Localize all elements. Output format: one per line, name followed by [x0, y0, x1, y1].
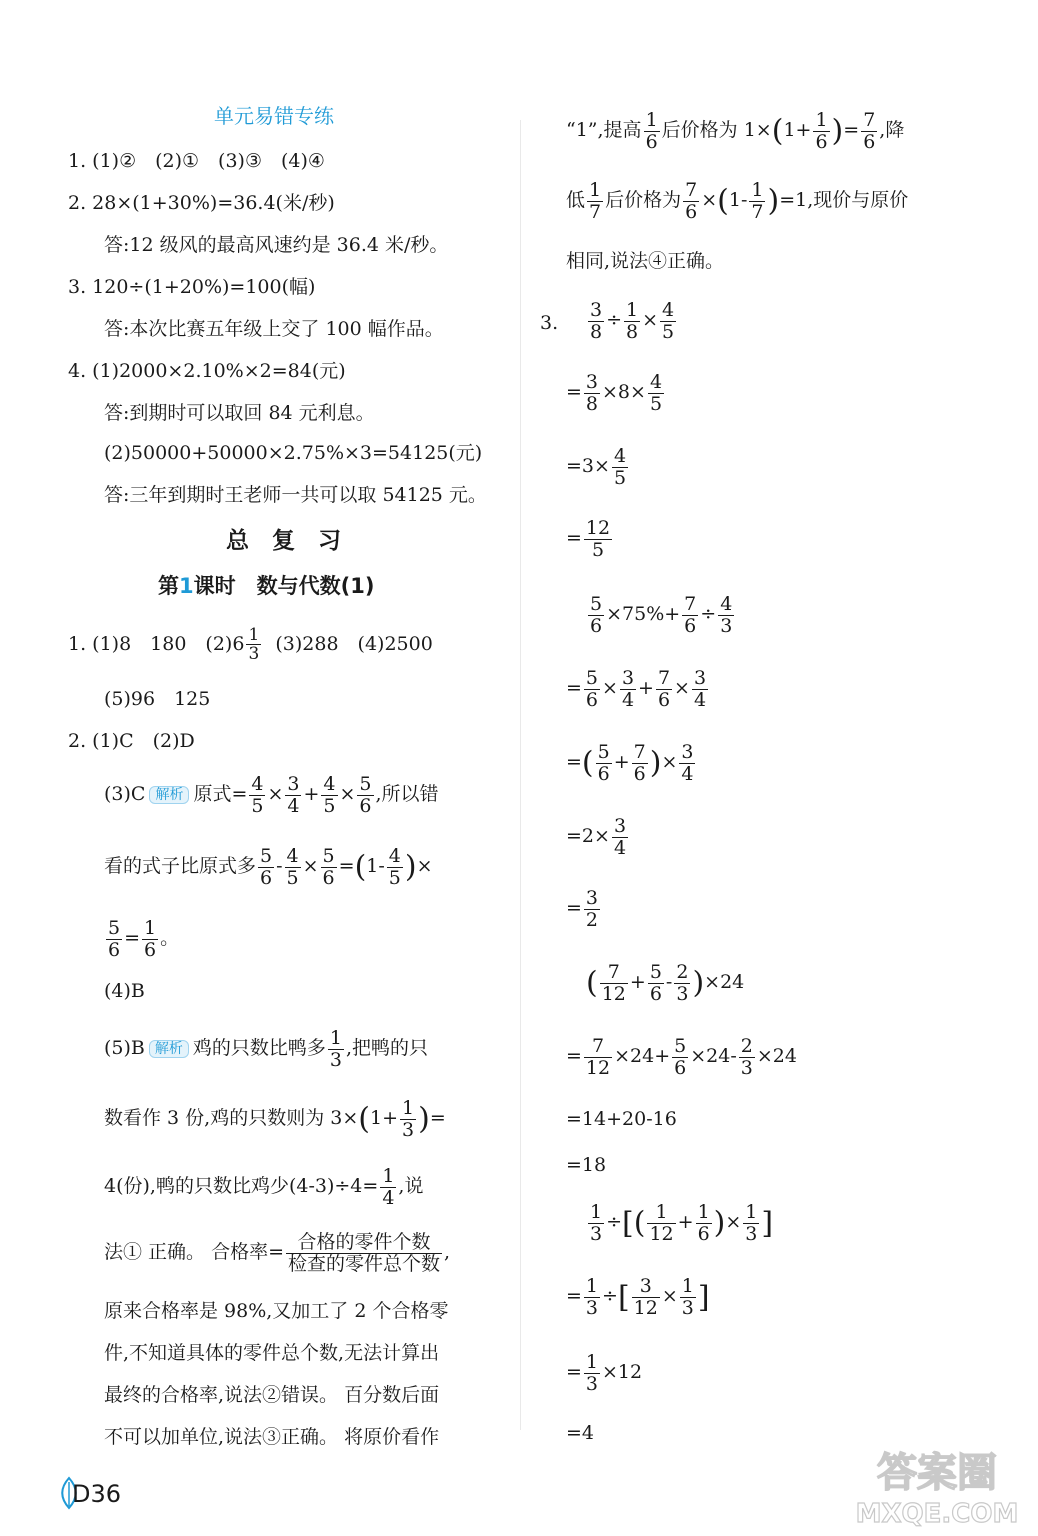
answer-line: 2. (1)C (2)D — [68, 730, 195, 752]
unit-heading: 单元易错专练 — [214, 104, 334, 128]
math-line: =2× $\frac{3}{4}$ — [566, 815, 627, 859]
svg-text:答案圈: 答案圈 — [877, 1450, 997, 1496]
math-line: = $\frac{12}{5}$ — [566, 517, 611, 561]
math-line: =18 — [566, 1154, 607, 1176]
answer-line: 最终的合格率,说法②错误。 百分数后面 — [104, 1384, 440, 1406]
analysis-tag: 解析 — [149, 1040, 189, 1058]
answer-line: “1”,提高 $\frac{1}{6}$ 后价格为 1×(1+ $\frac{1}{6}$ )= $\frac{7}{6}$ ,降 — [566, 109, 905, 153]
answer-line: 不可以加单位,说法③正确。 将原价看作 — [104, 1426, 440, 1448]
answer-line: 3. 120÷(1+20%)=100(幅) — [68, 276, 316, 298]
watermark-logo — [842, 1440, 1032, 1530]
question-number: 3. — [540, 312, 559, 334]
math-line: = $\frac{3}{2}$ — [566, 887, 599, 931]
answer-line: 答:到期时可以取回 84 元利息。 — [104, 402, 375, 424]
answer-line: 1. (1)8 180 (2)6 $\frac{1}{3}$ (3)288 (4)2500 — [68, 625, 433, 665]
answer-line: 答:本次比赛五年级上交了 100 幅作品。 — [104, 318, 444, 340]
math-line: ( $\frac{7}{12}$ + $\frac{5}{6}$ - $\frac{2}{3}$ )×24 — [586, 961, 745, 1005]
answer-line: (3)C 解析 原式= $\frac{4}{5}$ × $\frac{3}{4}$ + $\frac{4}{5}$ × $\frac{5}{6}$ ,所以错 — [104, 773, 439, 817]
answer-line: 件,不知道具体的零件总个数,无法计算出 — [104, 1342, 440, 1364]
math-line: $\frac{1}{3}$ ÷[( $\frac{1}{12}$ + $\frac{1}{6}$ )× $\frac{1}{3}$ ] — [590, 1201, 774, 1245]
math-line: =14+20-16 — [566, 1108, 677, 1130]
analysis-tag: 解析 — [149, 786, 189, 804]
column-divider — [520, 120, 521, 1430]
review-heading: 总 复 习 — [226, 528, 341, 554]
answer-line: 相同,说法④正确。 — [566, 250, 725, 272]
answer-line: 答:三年到期时王老师一共可以取 54125 元。 — [104, 484, 487, 506]
answer-line: 看的式子比原式多 $\frac{5}{6}$ - $\frac{4}{5}$ × $\frac{5}{6}$ =(1- $\frac{4}{5}$ )× — [104, 845, 433, 889]
math-line: = $\frac{1}{3}$ ×12 — [566, 1351, 643, 1395]
math-line: $\frac{3}{8}$ ÷ $\frac{1}{8}$ × $\frac{4}{5}$ — [590, 299, 675, 343]
answer-line: 4. (1)2000×2.10%×2=84(元) — [68, 360, 346, 382]
answer-line: 数看作 3 份,鸡的只数则为 3×(1+ $\frac{1}{3}$ )= — [104, 1097, 446, 1141]
math-line: = $\frac{7}{12}$ ×24+ $\frac{5}{6}$ ×24- $\frac{2}{3}$ ×24 — [566, 1035, 797, 1079]
math-line: =3× $\frac{4}{5}$ — [566, 445, 627, 489]
answer-line: (5)96 125 — [104, 688, 211, 710]
lesson-heading: 第1课时 数与代数(1) — [158, 574, 375, 598]
page-number: D36 — [72, 1480, 122, 1508]
answer-line: (4)B — [104, 980, 145, 1002]
answer-line: 答:12 级风的最高风速约是 36.4 米/秒。 — [104, 234, 449, 256]
answer-line: 4(份),鸭的只数比鸡少(4-3)÷4= $\frac{1}{4}$ ,说 — [104, 1165, 424, 1209]
answer-line: 2. 28×(1+30%)=36.4(米/秒) — [68, 192, 335, 214]
math-line: = $\frac{1}{3}$ ÷[ $\frac{3}{12}$ × $\frac{1}{3}$ ] — [566, 1275, 710, 1319]
answer-line: 原来合格率是 98%,又加工了 2 个合格零 — [104, 1300, 449, 1322]
math-line: = $\frac{3}{8}$ ×8× $\frac{4}{5}$ — [566, 371, 663, 415]
answer-line: 1. (1)② (2)① (3)③ (4)④ — [68, 150, 325, 172]
math-line: =4 — [566, 1422, 595, 1444]
answer-line: 低 $\frac{1}{7}$ 后价格为 $\frac{7}{6}$ ×(1- $\frac{1}{7}$ )=1,现价与原价 — [566, 179, 909, 223]
answer-line: 法① 正确。 合格率= $\frac{\text{合格的零件个数}}{\text{检查的零件总个数}}$ , — [104, 1231, 451, 1275]
answer-line: (2)50000+50000×2.75%×3=54125(元) — [104, 442, 483, 464]
svg-text:MXQE.COM: MXQE.COM — [855, 1499, 1019, 1529]
answer-line: (5)B 解析 鸡的只数比鸭多 $\frac{1}{3}$ ,把鸭的只 — [104, 1027, 429, 1071]
math-line: =( $\frac{5}{6}$ + $\frac{7}{6}$ )× $\frac{3}{4}$ — [566, 741, 694, 785]
math-line: = $\frac{5}{6}$ × $\frac{3}{4}$ + $\frac{7}{6}$ × $\frac{3}{4}$ — [566, 667, 707, 711]
math-line: $\frac{5}{6}$ ×75%+ $\frac{7}{6}$ ÷ $\frac{4}{3}$ — [590, 593, 733, 637]
answer-line: $\frac{5}{6}$ = $\frac{1}{6}$ 。 — [108, 917, 180, 961]
